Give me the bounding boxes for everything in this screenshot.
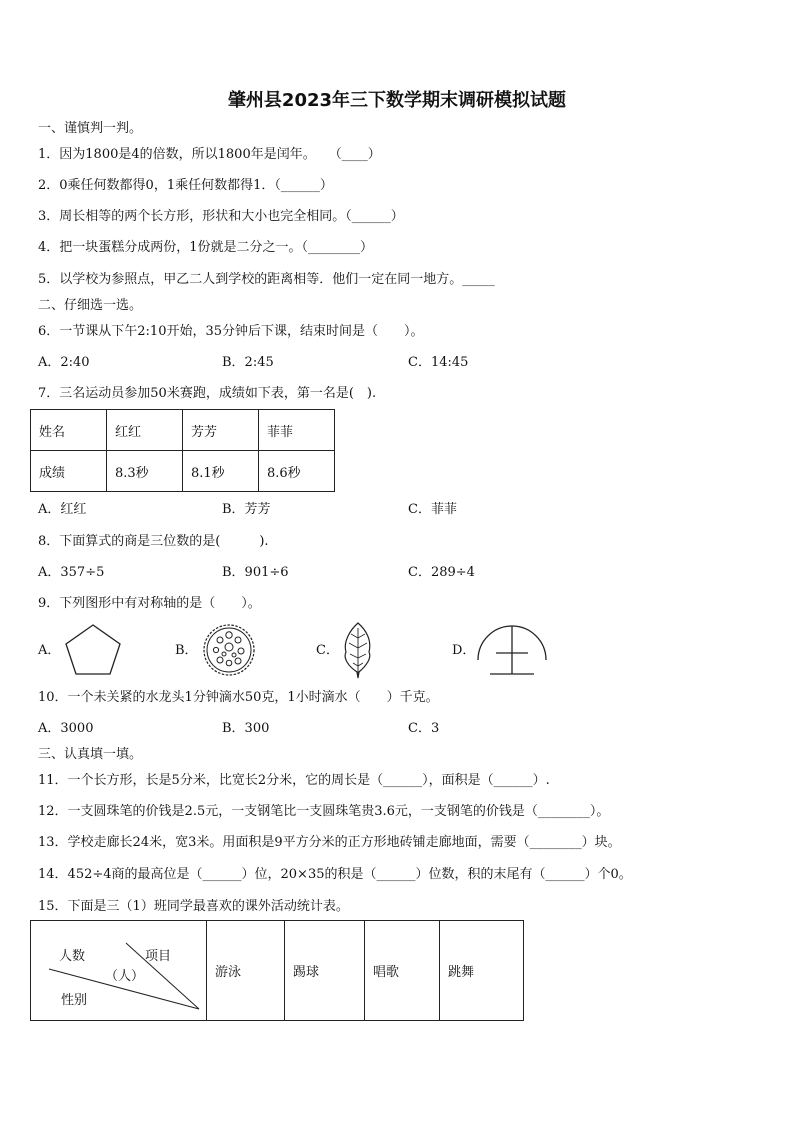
table-row <box>31 451 335 492</box>
table-cell: 8.6秒 <box>259 451 335 492</box>
option-a: A．红红 <box>38 502 87 517</box>
option-c: C．菲菲 <box>408 502 457 517</box>
question-13: 13．学校走廊长24米，宽3米。用面积是9平方分米的正方形地砖铺走廊地面，需要（________）块。 <box>38 835 621 850</box>
question-14: 14．452÷4商的最高位是（______）位，20×35的积是（______）位数，积的末尾有（______）个0。 <box>38 867 632 882</box>
table-cell: 姓名 <box>31 410 107 451</box>
pentagon-figure <box>62 622 124 678</box>
table-cell: 成绩 <box>31 451 107 492</box>
question-10: 10．一个未关紧的水龙头1分钟滴水50克，1小时滴水（ ）千克。 <box>38 690 439 705</box>
table-cell: 芳芳 <box>183 410 259 451</box>
question-6: 6．一节课从下午2:10开始，35分钟后下课，结束时间是（ ）。 <box>38 324 424 339</box>
table-header-cell: 跳舞 <box>440 921 524 1021</box>
option-a: A． <box>38 643 61 658</box>
question-9: 9．下列图形中有对称轴的是（ ）。 <box>38 596 261 611</box>
option-c: C．289÷4 <box>408 565 475 580</box>
section-heading: 一、谨慎判一判。 <box>38 121 143 136</box>
option-a: A．357÷5 <box>38 565 105 580</box>
option-d: D． <box>452 643 476 658</box>
option-c: C．14:45 <box>408 355 469 370</box>
option-a: A．3000 <box>38 721 94 736</box>
section-heading: 三、认真填一填。 <box>38 747 143 762</box>
diag-label-renshu: 人数 <box>59 949 86 964</box>
section-heading: 二、仔细选一选。 <box>38 298 143 313</box>
option-b: B． <box>175 643 198 658</box>
question-5: 5．以学校为参照点，甲乙二人到学校的距离相等．他们一定在同一地方。_____ <box>38 272 495 287</box>
table-header-cell: 唱歌 <box>365 921 440 1021</box>
question-7: 7．三名运动员参加50米赛跑，成绩如下表，第一名是( ). <box>38 386 377 401</box>
table-header-cell: 游泳 <box>207 921 285 1021</box>
option-b: B．2:45 <box>222 355 274 370</box>
diag-label-xiangmu: 项目 <box>145 949 172 964</box>
option-b: B．300 <box>222 721 270 736</box>
table-cell: 8.1秒 <box>183 451 259 492</box>
decorated-circle-figure <box>200 623 258 677</box>
option-b: B．901÷6 <box>222 565 289 580</box>
activity-table <box>30 920 524 1021</box>
question-2: 2．0乘任何数都得0，1乘任何数都得1．（______） <box>38 178 333 193</box>
question-11: 11．一个长方形，长是5分米，比宽长2分米，它的周长是（______），面积是（______）. <box>38 773 550 788</box>
diag-label-xingbie: 性别 <box>61 993 88 1008</box>
table-cell: 红红 <box>107 410 183 451</box>
option-c: C．3 <box>408 721 440 736</box>
table-header-cell: 踢球 <box>285 921 365 1021</box>
table-row <box>31 921 524 1021</box>
question-12: 12．一支圆珠笔的价钱是2.5元，一支钢笔比一支圆珠笔贵3.6元，一支钢笔的价钱是（________）。 <box>38 804 610 819</box>
option-a: A．2:40 <box>38 355 90 370</box>
question-1: 1．因为1800是4的倍数，所以1800年是闰年。 （____） <box>38 147 381 162</box>
question-15: 15．下面是三（1）班同学最喜欢的课外活动统计表。 <box>38 899 349 914</box>
option-c: C． <box>316 643 339 658</box>
question-8: 8．下面算式的商是三位数的是( ). <box>38 534 269 549</box>
diag-label-unit: （人） <box>105 969 145 984</box>
option-b: B．芳芳 <box>222 502 271 517</box>
table-cell: 8.3秒 <box>107 451 183 492</box>
diagonal-header-cell <box>31 921 207 1021</box>
table-row <box>31 410 335 451</box>
table-cell: 菲菲 <box>259 410 335 451</box>
leaf-figure <box>338 620 378 680</box>
semicircle-figure <box>474 622 550 678</box>
page-title: 肇州县2023年三下数学期末调研模拟试题 <box>227 90 567 111</box>
question-4: 4．把一块蛋糕分成两份，1份就是二分之一。（________） <box>38 240 374 255</box>
score-table <box>30 409 335 492</box>
question-3: 3．周长相等的两个长方形，形状和大小也完全相同。（______） <box>38 209 404 224</box>
